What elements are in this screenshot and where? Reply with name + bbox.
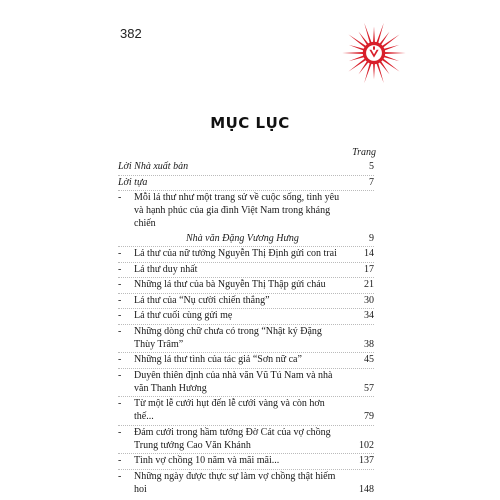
toc-entry-page: 57 [364,382,374,394]
logo-petal [342,52,363,54]
toc-entry-page: 5 [369,161,374,172]
list-dash: - [118,470,122,482]
toc-entry-title: Lời Nhà xuất bản [118,161,189,172]
list-dash: - [118,369,122,381]
toc-entry-title: Những lá thư tình của tác giả “Sơn nữ ca” [134,354,302,365]
logo-petal [373,27,375,43]
toc-entry-author-name: Nhà văn Đặng Vương Hưng [186,232,299,244]
toc-entry[interactable] [118,397,374,423]
toc-entry[interactable] [118,369,374,395]
list-dash: - [118,192,122,203]
list-dash: - [118,248,122,259]
toc-entry-page: 30 [364,294,374,306]
toc-entry[interactable] [118,191,374,230]
toc-entry-title: Tình vợ chồng 10 năm và mãi mãi... [134,455,280,466]
publisher-star-logo-icon [341,20,407,86]
toc-entry-title: Từ một lễ cưới hụt đến lễ cưới vàng và còn hơn thế... [134,398,325,422]
toc-entry-page: 17 [364,263,374,275]
toc-entry[interactable] [118,294,374,307]
toc-entry-page: 7 [369,176,374,188]
logo-petal [385,52,406,54]
list-dash: - [118,294,122,306]
list-dash: - [118,398,122,409]
toc-entry[interactable] [118,426,374,452]
toc-entry[interactable] [118,353,374,366]
toc-entry-title: Đám cưới trong hầm tướng Đờ Cát của vợ chồng Trung tướng Cao Văn Khánh [134,426,331,451]
list-dash: - [118,354,122,365]
toc-entry-title: Những lá thư của bà Nguyễn Thị Thập gửi cháu [134,279,326,290]
toc-entry[interactable] [118,278,374,291]
toc-entry-page: 14 [364,248,374,259]
toc-entry[interactable] [118,309,374,322]
logo-petal [349,45,364,51]
page-column-label: Trang [352,147,376,158]
toc-entry-title: Duyên thiên định của nhà văn Vũ Tú Nam và nhà văn Thanh Hương [134,369,333,394]
list-dash: - [118,310,122,321]
toc-entry-title: Lời tựa [118,176,148,188]
page-number: 382 [120,26,142,41]
toc-entry[interactable] [118,176,374,189]
logo-petal [373,64,375,80]
toc-entry[interactable] [118,325,374,351]
toc-entry-title: Những dòng chữ chưa có trong “Nhật ký Đặng Thùy Trâm” [134,325,322,350]
toc-entry-author[interactable] [118,232,374,245]
list-dash: - [118,325,122,337]
toc-title: MỤC LỤC [210,114,290,132]
toc-entry-page: 34 [364,310,374,321]
toc-entry[interactable] [118,160,374,173]
list-dash: - [118,426,122,438]
toc-entry-page: 102 [359,439,374,451]
toc-entry[interactable] [118,263,374,276]
toc-entry-page: 45 [364,354,374,365]
toc-entry-title: Lá thư cuối cùng gửi mẹ [134,310,233,321]
logo-petal [384,55,399,61]
toc-entry-page: 38 [364,338,374,350]
toc-entry[interactable] [118,470,374,496]
logo-petal [384,45,399,51]
toc-entry-page: 79 [364,411,374,422]
toc-entry-title: Lá thư duy nhất [134,263,198,275]
toc-entry[interactable] [118,247,374,260]
toc-entry-title: Lá thư của “Nụ cười chiến thắng” [134,294,270,306]
list-dash: - [118,455,122,466]
table-of-contents [118,160,374,496]
toc-entry-page: 148 [359,483,374,495]
toc-entry-page: 9 [369,232,374,244]
toc-entry-page: 21 [364,279,374,290]
toc-entry-title: Những ngày được thực sự làm vợ chồng thật hiếm hoi [134,470,336,495]
toc-entry-title: Mỗi lá thư như một trang sử về cuộc sống, tình yêu và hạnh phúc của gia đình Việt Nam trong kháng chiến [134,192,340,229]
logo-petal [349,55,364,61]
list-dash: - [118,279,122,290]
toc-entry[interactable] [118,454,374,467]
list-dash: - [118,263,122,275]
toc-entry-page: 137 [359,455,374,466]
toc-entry-title: Lá thư của nữ tướng Nguyễn Thị Định gửi con trai [134,248,337,259]
